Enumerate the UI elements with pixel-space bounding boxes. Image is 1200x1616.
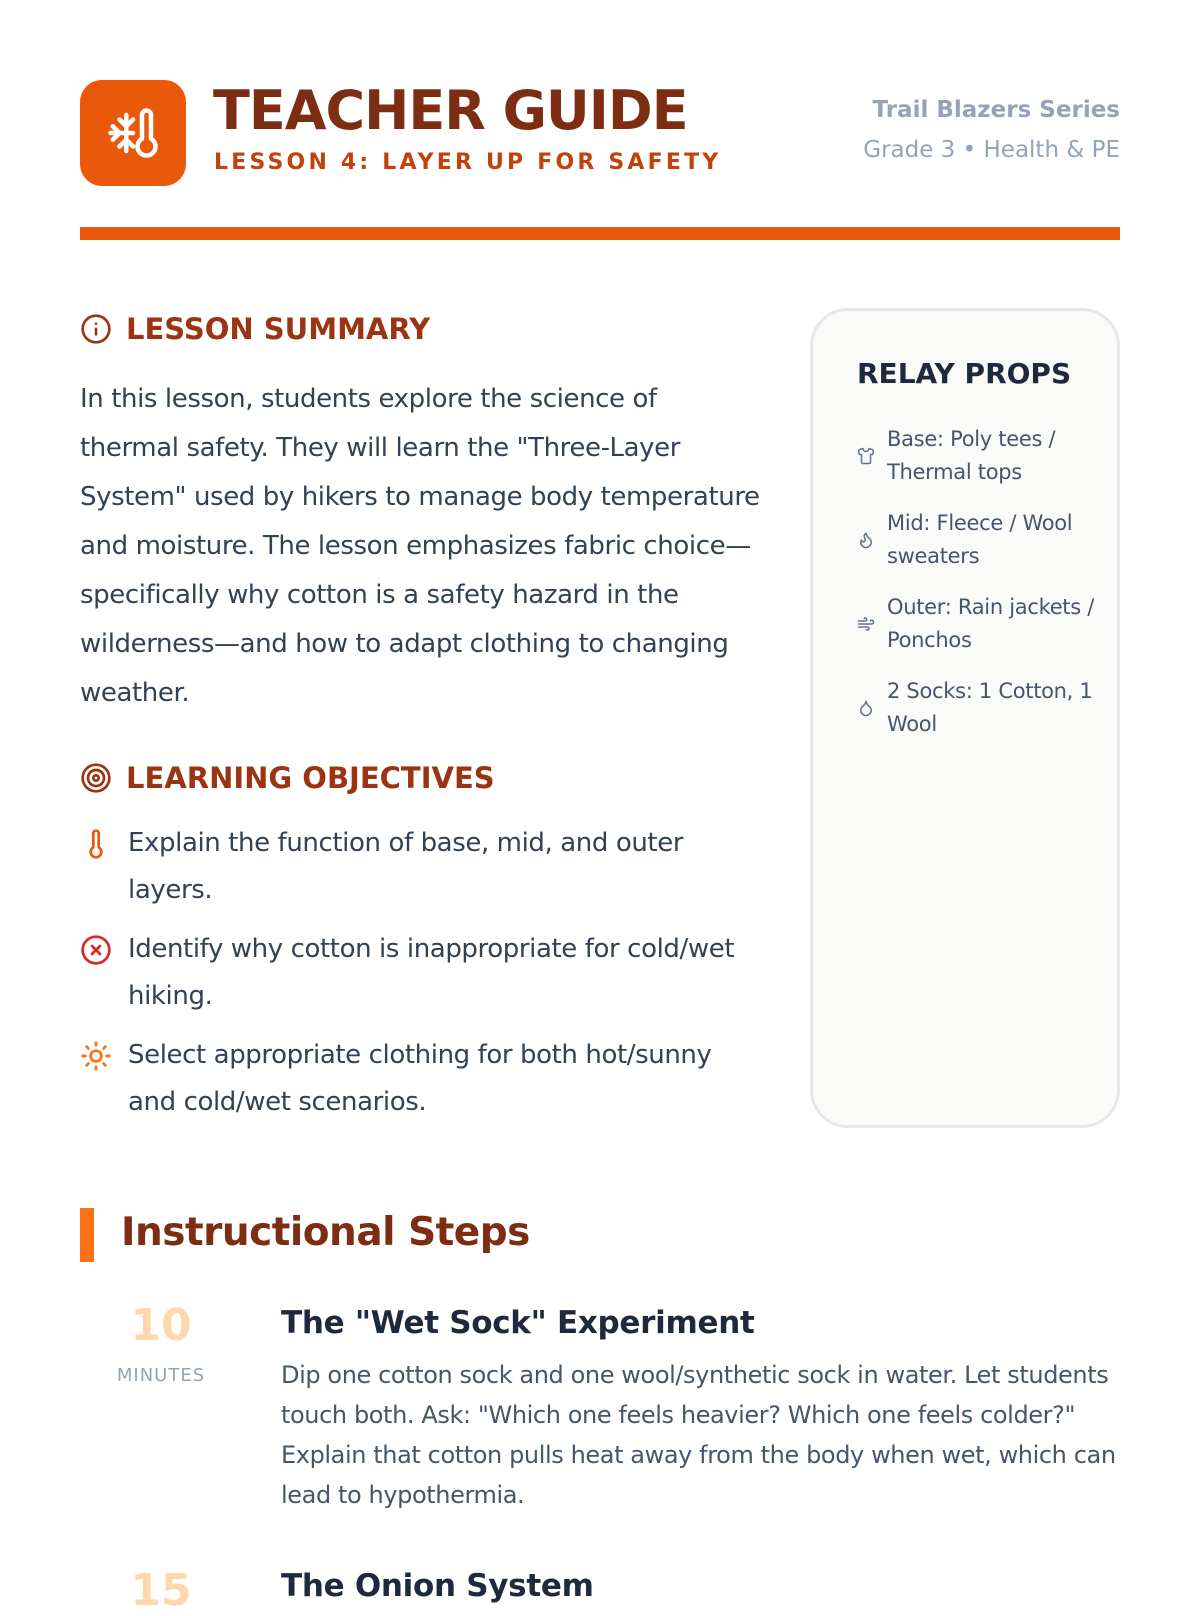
grade-subject: Grade 3 • Health & PE: [863, 137, 1120, 163]
objective-item: [80, 926, 760, 1020]
shirt-icon: [857, 447, 875, 465]
objective-text: Select appropriate clothing for both hot/sunny and cold/wet scenarios.: [128, 1040, 712, 1117]
logo: [80, 80, 186, 186]
step-title: The "Wet Sock" Experiment: [281, 1305, 755, 1341]
prop-item: [857, 591, 1097, 657]
lesson-summary-heading-text: LESSON SUMMARY: [126, 312, 431, 346]
target-icon: [80, 762, 112, 794]
prop-text: Base: Poly tees / Thermal tops: [887, 427, 1056, 484]
prop-item: [857, 507, 1097, 573]
droplet-icon: [857, 699, 875, 717]
thermometer-icon: [80, 828, 112, 860]
prop-text: Outer: Rain jackets / Ponchos: [887, 595, 1095, 652]
learning-objectives-heading: [80, 761, 495, 795]
sun-icon: [80, 1040, 112, 1072]
learning-objectives-heading-text: LEARNING OBJECTIVES: [126, 761, 495, 795]
step-title: The Onion System: [281, 1568, 594, 1604]
step-description: Dip one cotton sock and one wool/synthetic sock in water. Let students touch both. Ask: "Which one feels heavier? Which one feels colder?" Explain that cotton pulls heat away from the body when wet, which can lead to hypothermia.: [281, 1361, 1116, 1509]
step-minutes-unit: MINUTES: [116, 1365, 206, 1386]
prop-item: [857, 423, 1097, 489]
x-circle-icon: [80, 934, 112, 966]
step-minutes: 10: [130, 1300, 192, 1351]
page-title: TEACHER GUIDE: [213, 79, 688, 142]
objective-text: Identify why cotton is inappropriate for cold/wet hiking.: [128, 934, 735, 1011]
header-divider: [80, 227, 1120, 240]
prop-text: Mid: Fleece / Wool sweaters: [887, 511, 1073, 568]
wind-icon: [857, 615, 875, 633]
relay-props-card: [810, 308, 1120, 1128]
lesson-subtitle: LESSON 4: LAYER UP FOR SAFETY: [214, 150, 722, 175]
flame-icon: [857, 531, 875, 549]
steps-accent-bar: [80, 1208, 94, 1262]
step-minutes: 15: [130, 1565, 192, 1616]
thermometer-snowflake-icon: [106, 106, 160, 160]
relay-props-list: [857, 423, 1097, 759]
prop-item: [857, 675, 1097, 741]
objective-text: Explain the function of base, mid, and outer layers.: [128, 828, 684, 905]
objectives-list: [80, 820, 760, 1138]
relay-props-title: RELAY PROPS: [857, 357, 1072, 390]
prop-text: 2 Socks: 1 Cotton, 1 Wool: [887, 679, 1093, 736]
objective-item: [80, 1032, 760, 1126]
instructional-steps-heading: Instructional Steps: [121, 1210, 530, 1255]
lesson-summary-heading: [80, 312, 430, 346]
lesson-summary-text: In this lesson, students explore the science of thermal safety. They will learn the "Three-Layer System" used by hikers to manage body temperature and moisture. The lesson emphasizes fabric choice—specifically why cotton is a safety hazard in the wilderness—and how to adapt clothing to changing weather.: [80, 384, 760, 708]
info-icon: [80, 313, 112, 345]
series-name: Trail Blazers Series: [872, 97, 1120, 123]
objective-item: [80, 820, 760, 914]
